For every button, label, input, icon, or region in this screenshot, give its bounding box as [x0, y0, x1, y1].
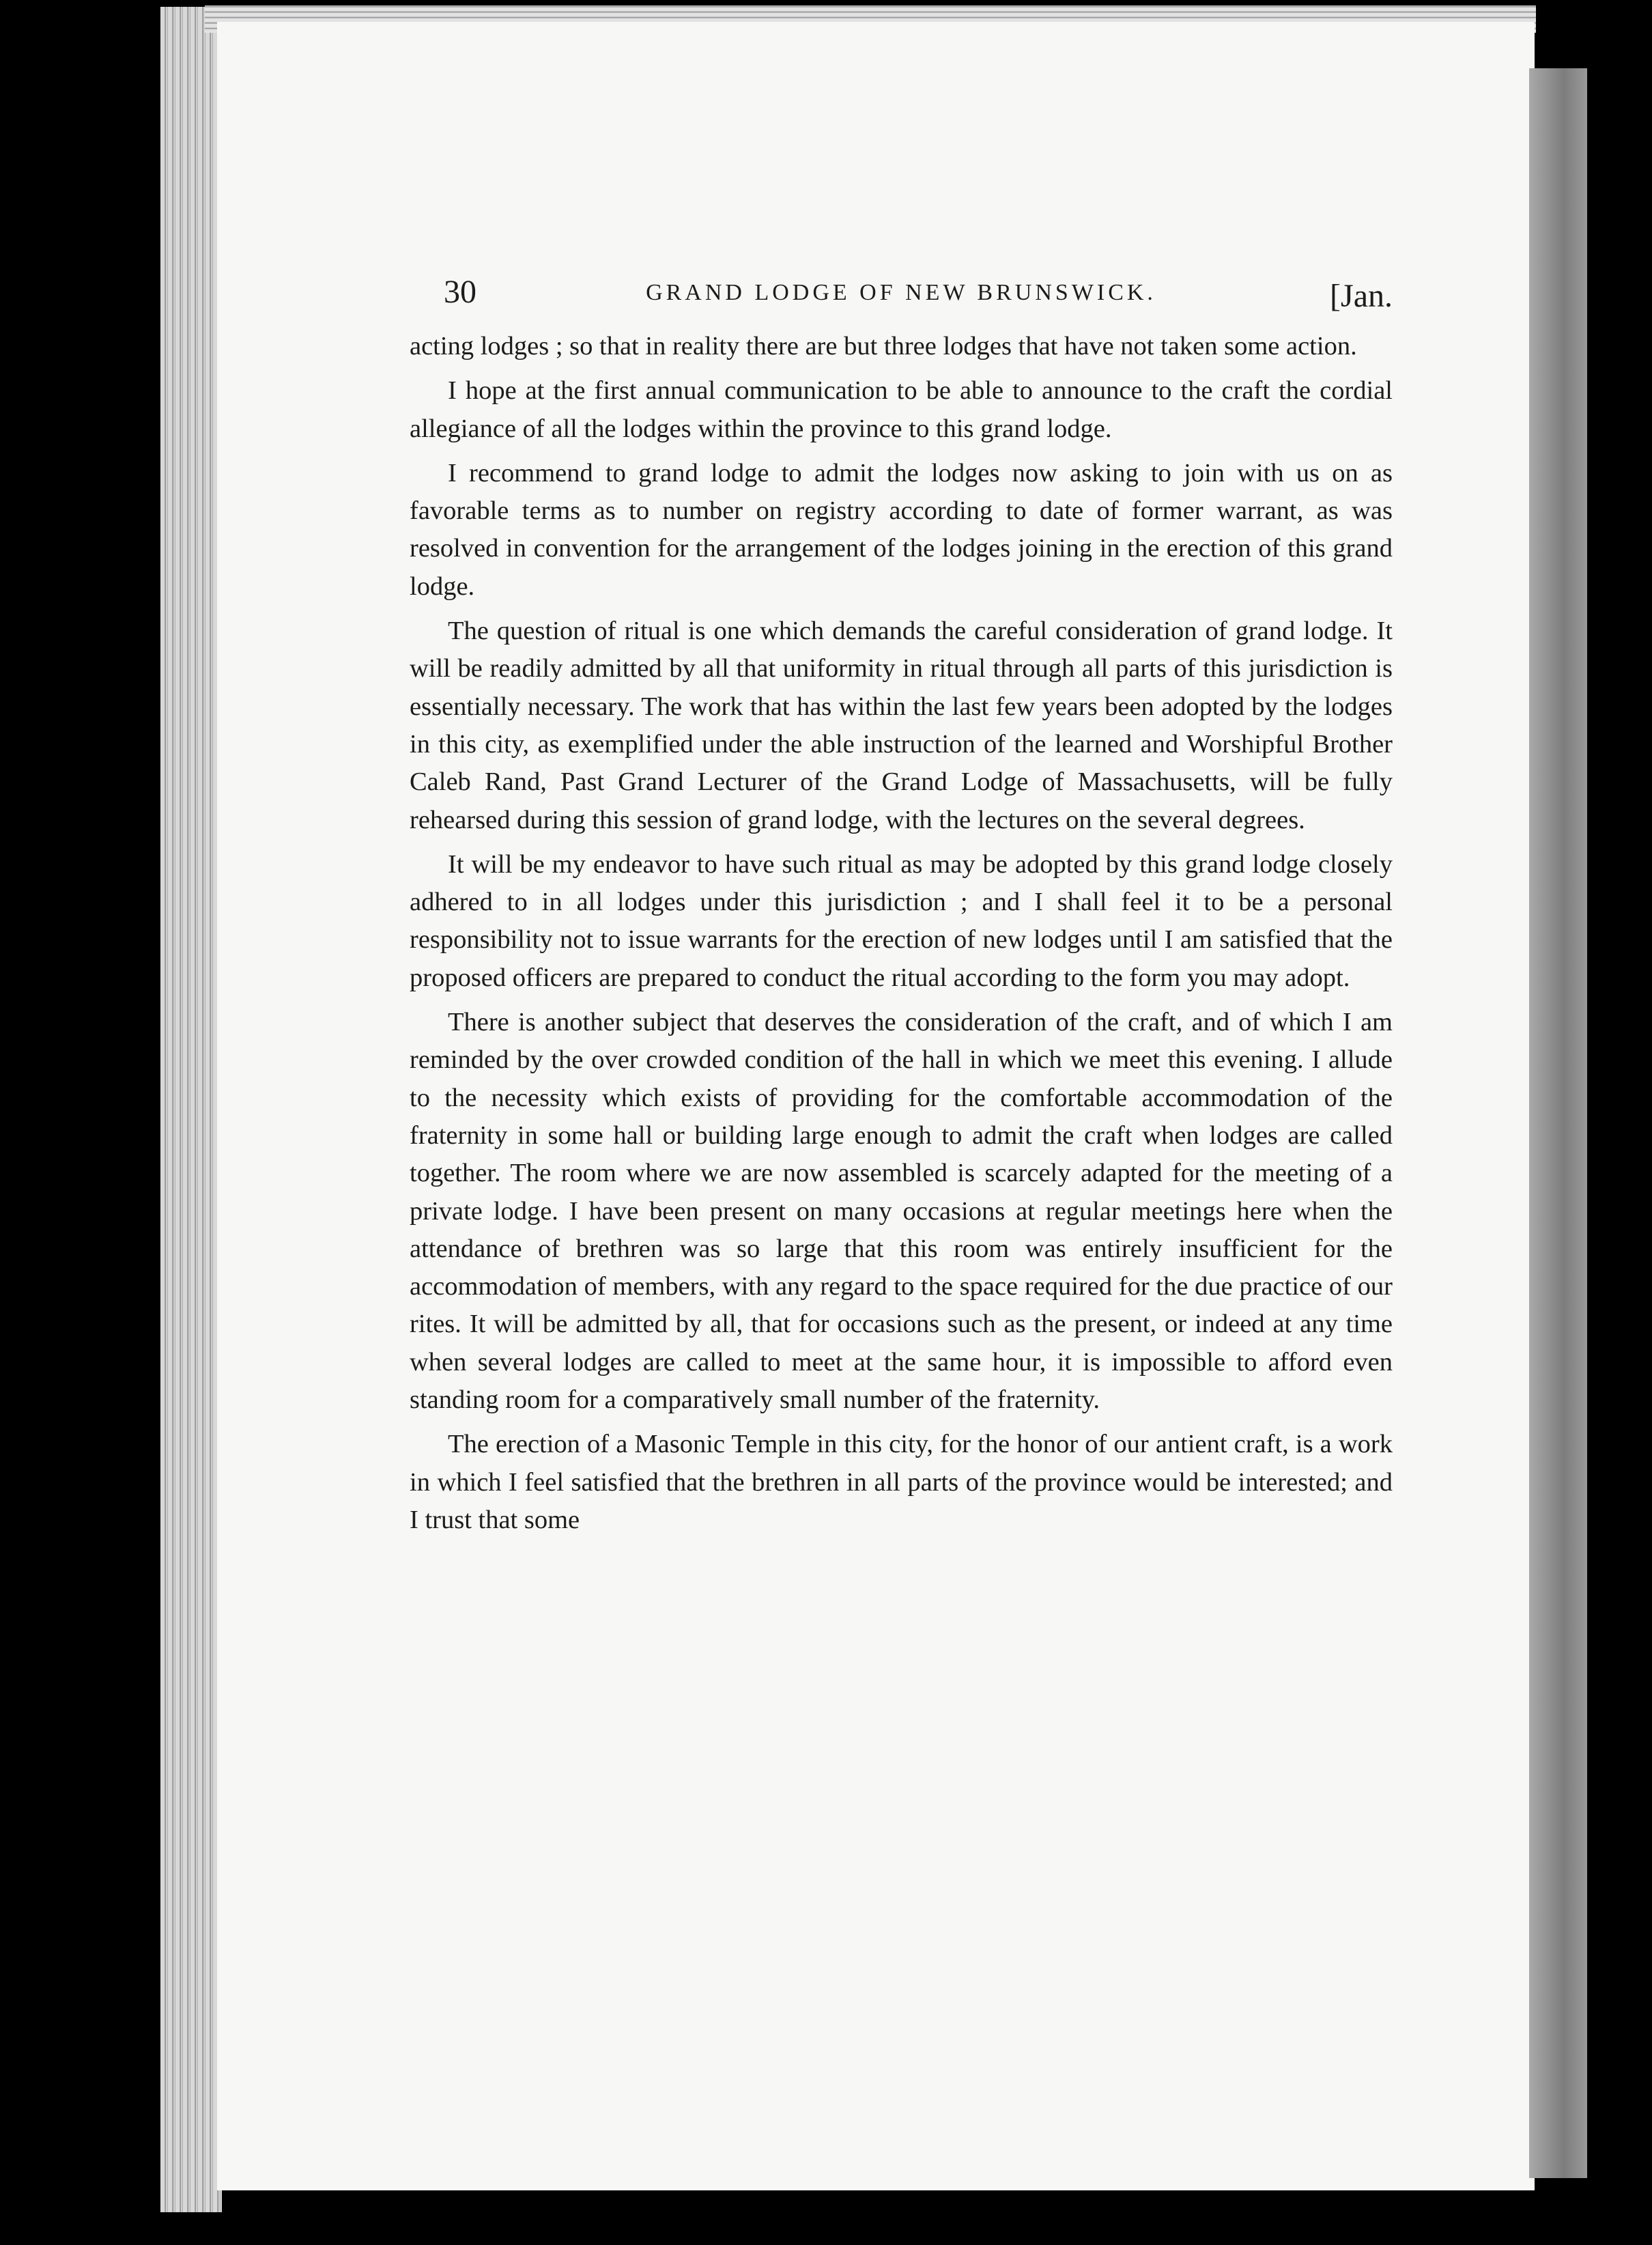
page-text-block — [410, 273, 1393, 1546]
running-head-title: GRAND LODGE OF NEW BRUNSWICK. — [646, 280, 1156, 305]
book-page-edges — [160, 7, 222, 2212]
paragraph: The question of ritual is one which demands the careful consideration of grand lodge. It will be readily admitted by all that uniformity in ritual through all parts of this jurisdiction is essentially necessary. The work that has within the last few years been adopted by the lodges in this city, as exemplified under the able instruction of the learned and Worshipful Brother Caleb Rand, Past Grand Lecturer of the Grand Lodge of Massachusetts, will be fully rehearsed during this session of grand lodge, with the lectures on the several degrees. — [410, 617, 1393, 834]
paragraph: acting lodges ; so that in reality there are but three lodges that have not taken some action. — [410, 332, 1357, 361]
binding-shadow — [1529, 68, 1587, 2178]
paragraph: There is another subject that deserves the consideration of the craft, and of which I am reminded by the over crowded condition of the hall in which we meet this evening. I allude to the necessity which exists of providing for the comfortable accommodation of the fraternity in some hall or building large enough to admit the craft when lodges are called together. The room where we are now assembled is scarcely adapted for the meeting of a private lodge. I have been present on many occasions at regular meetings here when the attendance of brethren was so large that this room was entirely insufficient for the accommodation of members, with any regard to the space required for the due practice of our rites. It will be admitted by all, that for occasions such as the present, or indeed at any time when several lodges are called to meet at the same hour, it is impossible to afford even standing room for a comparatively small number of the fraternity. — [410, 1008, 1393, 1415]
paragraph: It will be my endeavor to have such ritual as may be adopted by this grand lodge closely adhered to in all lodges under this jurisdiction ; and I shall feel it to be a personal responsibility not to issue warrants for the erection of new lodges until I am satisfied that the proposed officers are prepared to conduct the ritual according to the form you may adopt. — [410, 849, 1393, 992]
page-number: 30 — [444, 274, 476, 310]
running-head-month: [Jan. — [1330, 278, 1393, 314]
paragraph: I recommend to grand lodge to admit the lodges now asking to join with us on as favorable terms as to number on registry according to date of former warrant, as was resolved in convention for the arrangement of the lodges joining in the erection of this grand lodge. — [410, 458, 1393, 601]
paragraph: The erection of a Masonic Temple in this city, for the honor of our antient craft, is a work in which I feel satisfied that the brethren in all parts of the province would be interested; and I trust that some — [410, 1430, 1393, 1534]
paragraph: I hope at the first annual communication to be able to announce to the craft the cordial allegiance of all the lodges within the province to this grand lodge. — [410, 376, 1393, 443]
running-head — [410, 273, 1393, 328]
